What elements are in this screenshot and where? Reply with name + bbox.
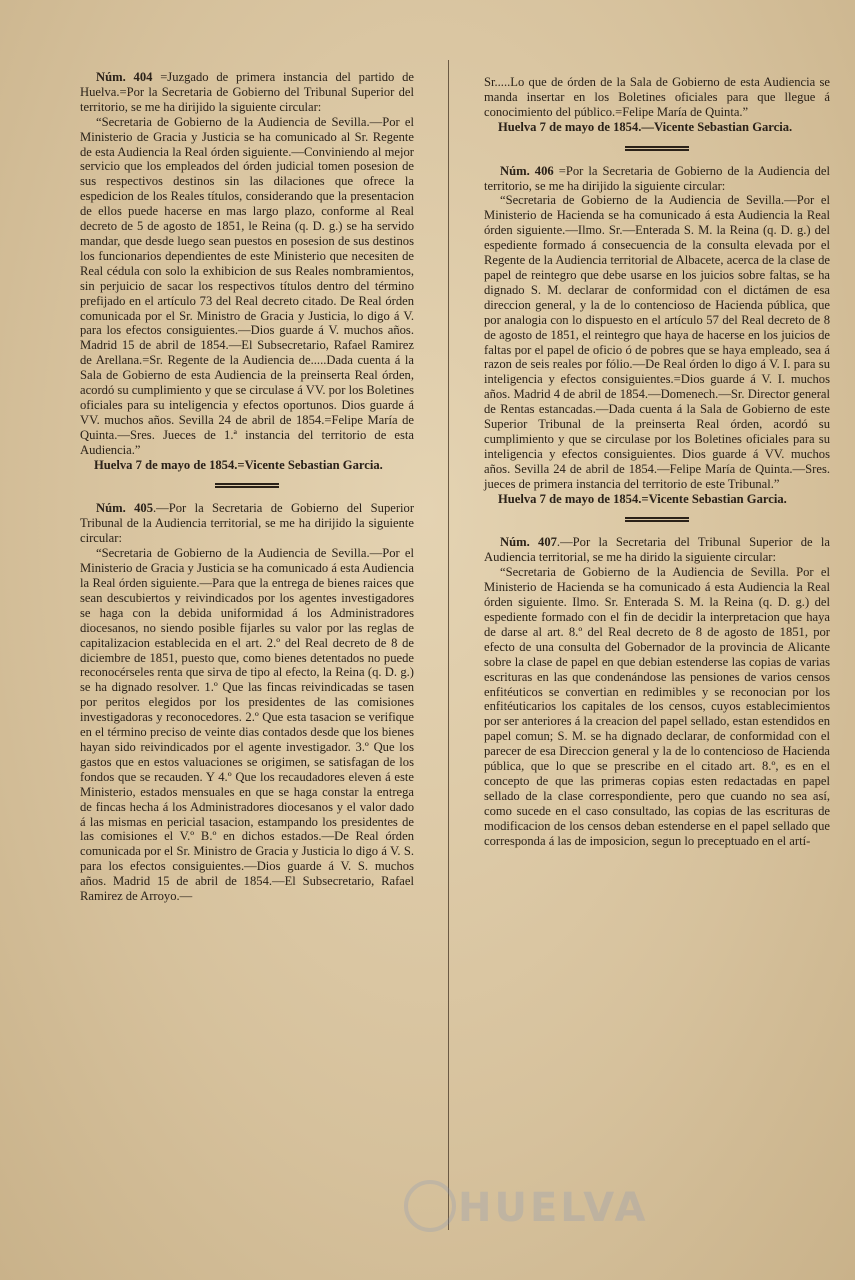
section-separator xyxy=(625,517,689,522)
entry-404-intro xyxy=(80,70,414,115)
watermark: HUELVA xyxy=(458,1185,649,1231)
entry-404-number: Núm. 404 xyxy=(96,70,153,84)
section-separator xyxy=(625,146,689,151)
entry-407 xyxy=(484,535,830,848)
entry-406-intro-text: =Por la Secretaria de Gobierno de la Audiencia del territorio, se me ha dirijido la siguiente circular: xyxy=(484,163,831,193)
entry-404 xyxy=(80,70,414,472)
entry-404-circular: “Secretaria de Gobierno de la Audiencia de Sevilla.—Por el Ministerio de Gracia y Justicia se ha comunicado al Sr. Regente de esta Audiencia la Real órden siguiente.—Conviniendo al mejor servicio que los empleados del órden judicial tomen posesion de sus respectivos destinos sin las dilaciones que ofrece la espedicion de los Reales títulos, considerando que la presentacion de ellos puede hacerse en mas largo plazo, conforme al Real decreto de 5 de agosto de 1851, le Reina (q. D. g.) se ha servido mandar, que desde luego sean puestos en posesion de sus destinos los funcionarios dependientes de este Ministerio que necesiten de Real cédula con solo la exhibicion de sus Reales nombramientos, sin perjuicio de sacar los respectivos títulos dentro del término prefijado en el artículo 73 del Real decreto citado. De Real órden comunicada por el Sr. Ministro de Gracia y Justicia, lo digo á V. para los efectos consiguientes.—Dios guarde á V. muchos años. Madrid 15 de abril de 1854.—El Subsecretario, Rafael Ramirez de Arellana.=Sr. Regente de la Audiencia de.....Dada cuenta á la Sala de Gobierno de esta Audiencia de la preinserta Real órden, acordó su cumplimiento y que se circulase á VV. por los Boletines oficiales para su inteligencia y efectos oportunos. Dios guarde á VV. muchos años. Sevilla 24 de abril de 1854.=Felipe María de Quinta.—Sres. Jueces de 1.ª instancia del territorio de esta Audiencia.” xyxy=(80,114,414,457)
section-separator xyxy=(215,483,279,488)
column-divider xyxy=(448,60,449,1230)
entry-405-intro xyxy=(80,501,414,546)
entry-406-number: Núm. 406 xyxy=(500,163,554,178)
entry-406-signature: Huelva 7 de mayo de 1854.=Vicente Sebastian Garcia. xyxy=(498,491,787,506)
entry-405-number: Núm. 405 xyxy=(96,501,153,516)
entry-406 xyxy=(484,164,830,507)
entry-407-circular: “Secretaria de Gobierno de la Audiencia de Sevilla. Por el Ministerio de Hacienda se ha comunicado á esta Audiencia la Real órden siguiente. Ilmo. Sr. Enterada S. M. la Reina (q. D. g.) del espediente formado con el fin de decidir la interpretacion que haya de darse al art. 8.º del Real decreto de 8 de agosto de 1851, por efecto de una consulta del Gobernador de la provincia de Alicante sobre la clase de papel en que debian estenderse las copias de varias escrituras en las que condenándose las pensiones de varios censos enfitéuticos se convertian en redimibles y se reconocian por los enfitéuticarios los capitales de los censos, cuyos establecimientos por ser anteriores á la creacion del papel sellado, estan estendidos en papel comun; S. M. se ha dignado declarar, de conformidad con el parecer de esa Direccion general y la de lo contencioso de Hacienda pública, que lo que se prescribe en el citado art. 8.º, es en el concepto de que las primeras copias esten redactadas en papel sellado de la clase correspondiente, pero que cuando no sea así, como sucede en el caso consultado, las copias de las escrituras de modificacion de los censos deban estenderse en el papel sellado que corresponda á las de imposicion, segun lo preceptuado en el artí- xyxy=(484,565,830,848)
entry-407-number: Núm. 407 xyxy=(500,535,557,550)
entry-405-continued-text: Sr.....Lo que de órden de la Sala de Gobierno de esta Audiencia se manda insertar en los Boletines oficiales para que llegue á conocimiento del público.=Felipe María de Quinta.” xyxy=(484,75,830,119)
right-column xyxy=(484,75,830,849)
entry-407-intro-text: .—Por la Secretaria del Tribunal Superior de la Audiencia territorial, se me ha dirido la siguiente circular: xyxy=(484,535,830,565)
left-column xyxy=(80,70,414,904)
entry-405-continued xyxy=(484,75,830,135)
entry-404-signature: Huelva 7 de mayo de 1854.=Vicente Sebastian Garcia. xyxy=(94,457,383,472)
entry-407-intro xyxy=(484,535,830,565)
entry-405 xyxy=(80,501,414,903)
entry-406-intro xyxy=(484,164,830,194)
entry-405-intro-text: .—Por la Secretaria de Gobierno del Superior Tribunal de la Audiencia territorial, se me ha dirijido la siguiente circular: xyxy=(80,501,415,546)
entry-405-signature: Huelva 7 de mayo de 1854.—Vicente Sebastian Garcia. xyxy=(498,119,793,134)
entry-404-intro-text: =Juzgado de primera instancia del partido de Huelva.=Por la Secretaria de Gobierno del Tribunal Superior del territorio, se me ha dirijido la siguiente circular: xyxy=(80,70,414,114)
entry-406-circular: “Secretaria de Gobierno de la Audiencia de Sevilla.—Por el Ministerio de Hacienda se ha comunicado á esta Audiencia la Real órden siguiente.—Ilmo. Sr.—Enterada S. M. la Reina (q. D. g.) del espediente formado á consecuencia de la consulta elevada por el Regente de la Audiencia territorial de Albacete, acerca de la clase de papel de reintegro que debe usarse en los juicios sobre faltas, se ha dignado S. M. declarar de conformidad con el dictámen de esa direccion general, y la de lo contencioso de Hacienda pública, que por analogia con lo dispuesto en el artículo 57 del Real decreto de 8 de agosto de 1851, el reintegro que haya de hacerse en los juicios de faltas por el papel de oficio ó de pobres que se haya empleado, sea á razon de seis reales por fólio.—De Real órden lo digo á V. I. para su inteligencia y efectos consiguientes.=Dios guarde á V. I. muchos años. Madrid 4 de abril de 1854.—Domenech.—Sr. Director general de Rentas estancadas.—Dada cuenta á la Sala de Gobierno de este Superior Tribunal de la preinserta Real órden, acordó su cumplimiento y que se circulase por los Boletines oficiales para su inteligencia y efectos consiguientes. Dios guarde á VV. muchos años. Sevilla 24 de abril de 1854.—Felipe María de Quinta.—Sres. jueces de primera instancia del territorio de este Tribunal.” xyxy=(484,193,830,491)
watermark-seal-icon xyxy=(404,1180,456,1232)
entry-405-circular: “Secretaria de Gobierno de la Audiencia de Sevilla.—Por el Ministerio de Gracia y Justicia se ha comunicado á esta Audiencia la Real órden siguiente.—Para que la entrega de bienes raices que sean descubiertos y reivindicados por los agentes investigadores se haga con la debida uniformidad á los Administradores diocesanos, no siendo posible fijarles su valor por las reglas de capitalizacion establecida en el art. 2.º del Real decreto de 8 de diciembre de 1851, puesto que, como bienes detentados no puede reconocérseles renta que sirva de tipo al efecto, la Reina (q. D. g.) se ha dignado resolver. 1.º Que las fincas reivindicadas se tasen por peritos elegidos por los presidentes de las comisiones investigadoras y reconocedores. 2.º Que esta tasacion se verifique en el término preciso de veinte dias contados desde que los bienes hayan sido reivindicados por el agente investigador. 3.º Que los gastos que en estos valuaciones se origimen, se satisfagan de los fondos que se recauden. Y 4.º Que los recaudadores eleven á este Ministerio, estados mensuales en que se haga constar la entrega de fincas hecha á los Administradores diocesanos y el valor dado á las mismas en pericial tasacion, estampando los presidentes de las comisiones el V.º B.º en dichos estados.—De Real órden comunicada por el Sr. Ministro de Gracia y Justicia lo digo á V. S. para los efectos consiguientes.—Dios guarde á V. S. muchos años. Madrid 15 de abril de 1854.—El Subsecretario, Rafael Ramirez de Arroyo.— xyxy=(80,546,414,904)
